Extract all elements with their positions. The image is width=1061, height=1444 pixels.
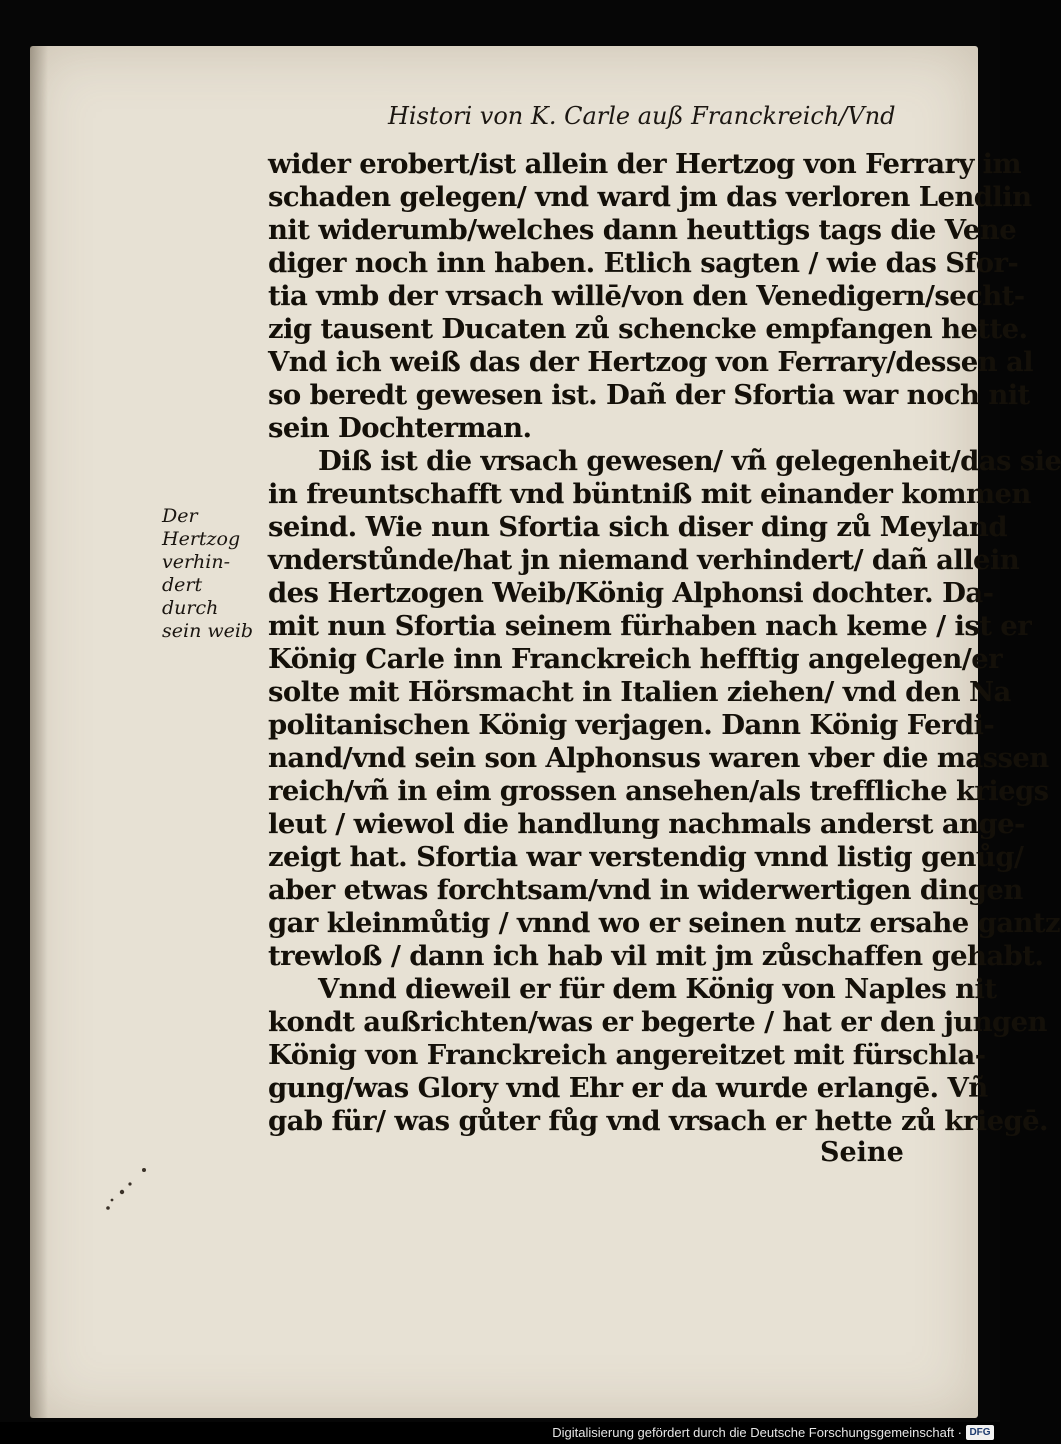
- text-line: reich/vñ in eim grossen ansehen/als treffliche kriegs: [268, 775, 1049, 807]
- text-line: König von Franckreich angereitzet mit fürschla-: [268, 1039, 986, 1071]
- text-line: gar kleinmůtig / vnnd wo er seinen nutz ersahe gantz: [268, 907, 1061, 939]
- marginal-note-line: Hertzog: [162, 528, 241, 550]
- text-line: gab für/ was gůter fůg vnd vrsach er hette zů kriegē.: [268, 1105, 1048, 1137]
- text-line: des Hertzogen Weib/König Alphonsi dochter. Da-: [268, 577, 994, 609]
- marginal-note-line: verhin-: [162, 551, 231, 573]
- text-line: wider erobert/ist allein der Hertzog von Ferrary im: [268, 148, 1022, 180]
- text-line: zig tausent Ducaten zů schencke empfangen hette.: [268, 313, 1028, 345]
- ink-specks: [100, 1160, 160, 1220]
- funding-credit: Digitalisierung gefördert durch die Deutsche Forschungsgemeinschaft ·: [552, 1425, 962, 1440]
- text-line: König Carle inn Franckreich hefftig angelegen/er: [268, 643, 1003, 675]
- text-line: so beredt gewesen ist. Dañ der Sfortia war noch nit: [268, 379, 1030, 411]
- dfg-logo: DFG: [966, 1425, 994, 1440]
- text-line: gung/was Glory vnd Ehr er da wurde erlangē. Vñ: [268, 1072, 988, 1104]
- marginal-note-line: durch: [162, 597, 219, 619]
- text-line: Diß ist die vrsach gewesen/ vñ gelegenheit/das sie: [318, 445, 1061, 477]
- text-line: leut / wiewol die handlung nachmals anderst ange-: [268, 808, 1025, 840]
- text-line: vnderstůnde/hat jn niemand verhindert/ dañ allein: [268, 544, 1020, 576]
- marginal-note: [162, 505, 262, 643]
- marginal-note-line: Der: [162, 505, 198, 527]
- text-line: nit widerumb/welches dann heuttigs tags die Vene: [268, 214, 1017, 246]
- page-gutter-shadow: [30, 46, 48, 1418]
- text-line: solte mit Hörsmacht in Italien ziehen/ vnd den Na: [268, 676, 1011, 708]
- text-line: kondt außrichten/was er begerte / hat er den jungen: [268, 1006, 1047, 1038]
- text-line: in freuntschafft vnd büntniß mit einander kommen: [268, 478, 1031, 510]
- text-line: schaden gelegen/ vnd ward jm das verloren Lendlin: [268, 181, 1032, 213]
- text-line: aber etwas forchtsam/vnd in widerwertigen dingen: [268, 874, 1023, 906]
- text-line: seind. Wie nun Sfortia sich diser ding zů Meyland: [268, 511, 1007, 543]
- text-line: trewloß / dann ich hab vil mit jm zůschaffen gehabt.: [268, 940, 1044, 972]
- text-line: diger noch inn haben. Etlich sagten / wie das Sfor-: [268, 247, 1019, 279]
- main-text: [268, 148, 1061, 1138]
- catchword: Seine: [820, 1137, 904, 1168]
- text-line: sein Dochterman.: [268, 412, 532, 444]
- marginal-note-line: sein weib: [162, 620, 254, 642]
- text-line: Vnd ich weiß das der Hertzog von Ferrary/dessen al: [268, 346, 1034, 378]
- text-line: politanischen König verjagen. Dann König Ferdi-: [268, 709, 995, 741]
- text-line: tia vmb der vrsach willē/von den Venedigern/secht-: [268, 280, 1025, 312]
- text-line: Vnnd dieweil er für dem König von Naples nit: [318, 973, 997, 1005]
- text-line: zeigt hat. Sfortia war verstendig vnnd listig genůg/: [268, 841, 1024, 873]
- text-line: mit nun Sfortia seinem fürhaben nach keme / ist er: [268, 610, 1032, 642]
- text-line: nand/vnd sein son Alphonsus waren vber die massen: [268, 742, 1049, 774]
- marginal-note-line: dert: [162, 574, 203, 596]
- running-title: Histori von K. Carle auß Franckreich/Vnd: [388, 102, 896, 130]
